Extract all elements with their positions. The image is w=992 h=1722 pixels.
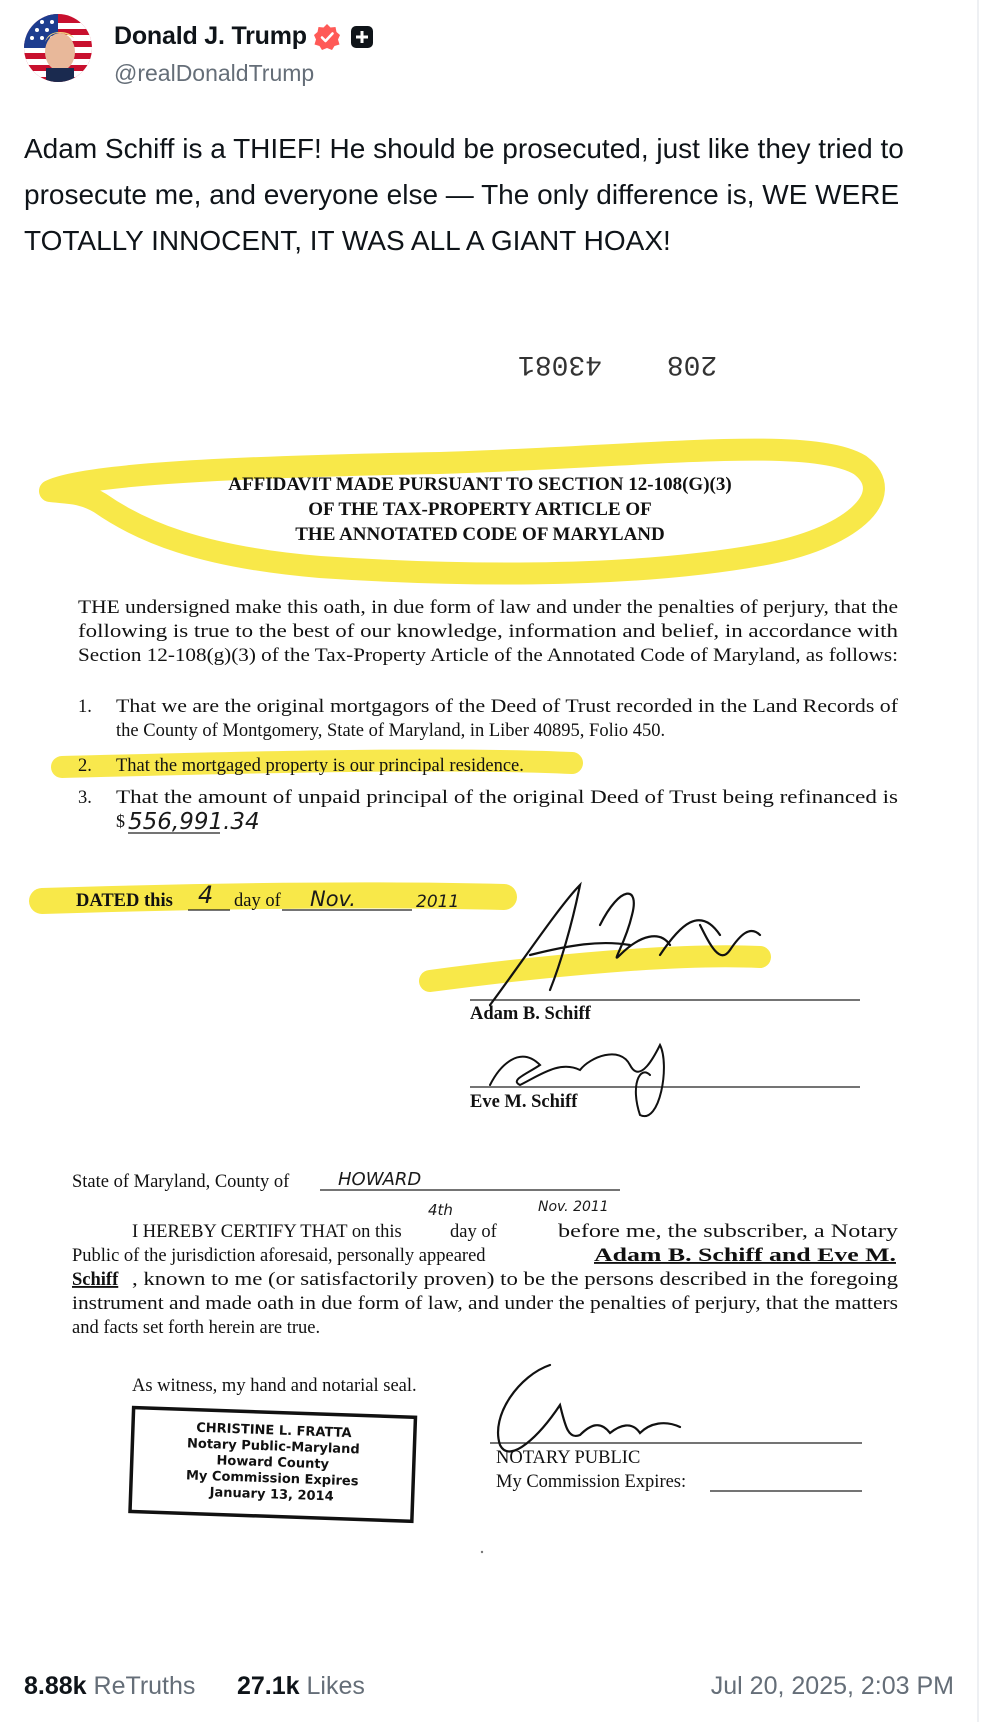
item3-text: That the amount of unpaid principal of the original Deed of Trust being refinanced is (116, 788, 898, 808)
certify-part-b: day of (450, 1222, 497, 1242)
commission-label: My Commission Expires: (496, 1472, 687, 1492)
likes-count: 27.1k (237, 1672, 300, 1700)
post-header (24, 14, 924, 86)
dated-day-handwritten: 4 (198, 881, 214, 909)
post-timestamp[interactable]: Jul 20, 2025, 2:03 PM (710, 1672, 954, 1700)
dated-label: DATED this (76, 891, 173, 911)
top-stamp-left: 43081 (517, 348, 603, 379)
doc-title-line1: AFFIDAVIT MADE PURSUANT TO SECTION 12-108(G)(3) (228, 474, 732, 495)
certify-line2: Public of the jurisdiction aforesaid, personally appeared (72, 1246, 486, 1266)
post-stats (24, 1672, 954, 1706)
item2-text: That the mortgaged property is our principal residence. (116, 756, 524, 776)
retruths-label: ReTruths (93, 1672, 196, 1700)
document-image[interactable] (20, 345, 960, 1620)
item1-number: 1. (78, 697, 92, 717)
item1-line2: the County of Montgomery, State of Maryland, in Liber 40895, Folio 450. (116, 721, 666, 741)
account-handle[interactable]: @realDonaldTrump (114, 60, 315, 86)
item3-number: 3. (78, 788, 92, 808)
certify-names-1: Adam B. Schiff and Eve M. (594, 1246, 896, 1266)
amount-dollar-sign: $ (116, 811, 125, 831)
display-name[interactable]: Donald J. Trump (114, 22, 307, 50)
retruths-count: 8.88k (24, 1672, 87, 1700)
retruths-stat[interactable] (24, 1672, 195, 1701)
avatar[interactable] (24, 14, 92, 82)
doc-title-line2: OF THE TAX-PROPERTY ARTICLE OF (308, 499, 652, 520)
post-text: Adam Schiff is a THIEF! He should be prosecuted, just like they tried to prosecute me, and everyone else — The only difference is, WE WERE TOTALLY INNOCENT, IT WAS ALL A GIANT HOAX! (24, 133, 904, 256)
certify-part-c: before me, the subscriber, a Notary (558, 1222, 899, 1242)
signer1-name: Adam B. Schiff (470, 1004, 591, 1024)
certify-names-2: Schiff (72, 1270, 119, 1290)
signer2-name: Eve M. Schiff (470, 1092, 578, 1112)
certify-day-handwritten: 4th (428, 1201, 453, 1219)
witness-text: As witness, my hand and notarial seal. (132, 1376, 417, 1396)
top-stamp-right: 208 (666, 348, 718, 379)
certify-part-a: I HEREBY CERTIFY THAT on this (132, 1222, 402, 1242)
intro-line3: Section 12-108(g)(3) of the Tax-Property Article of the Annotated Code of Maryland, as follows: (78, 646, 898, 666)
notary-label: NOTARY PUBLIC (496, 1448, 641, 1468)
intro-line2: following is true to the best of our knowledge, information and belief, in accordance with (78, 622, 898, 642)
item1-line1: That we are the original mortgagors of the Deed of Trust recorded in the Land Records of (116, 697, 899, 717)
dated-year-handwritten: 2011 (416, 892, 460, 912)
dated-month-handwritten: Nov. (310, 887, 356, 911)
plus-badge-icon (350, 25, 374, 49)
verified-badge-icon (313, 23, 341, 51)
intro-line1: THE undersigned make this oath, in due form of law and under the penalties of perjury, that the (78, 598, 898, 618)
likes-label: Likes (306, 1672, 365, 1700)
stamp-line4: My Commission Expires (185, 1468, 359, 1490)
certify-date-handwritten: Nov. 2011 (538, 1199, 609, 1215)
county-label: State of Maryland, County of (72, 1172, 290, 1192)
amount-handwritten: 556,991.34 (128, 809, 260, 835)
certify-line4: instrument and made oath in due form of law, and under the penalties of perjury, that the matters (72, 1294, 898, 1314)
item2-number: 2. (78, 756, 92, 776)
stamp-line5: January 13, 2014 (209, 1485, 334, 1505)
stamp-line2: Notary Public-Maryland (186, 1436, 360, 1458)
certify-line3: , known to me (or satisfactorily proven) to be the persons described in the foregoing (132, 1270, 898, 1290)
certify-line5: and facts set forth herein are true. (72, 1318, 321, 1338)
doc-title-line3: THE ANNOTATED CODE OF MARYLAND (295, 524, 665, 545)
likes-stat[interactable] (237, 1672, 365, 1701)
county-handwritten: HOWARD (338, 1169, 422, 1190)
dated-day-of: day of (234, 891, 281, 911)
stamp-line1: CHRISTINE L. FRATTA (195, 1420, 352, 1442)
right-divider (977, 0, 979, 1722)
stamp-line3: Howard County (216, 1453, 330, 1473)
